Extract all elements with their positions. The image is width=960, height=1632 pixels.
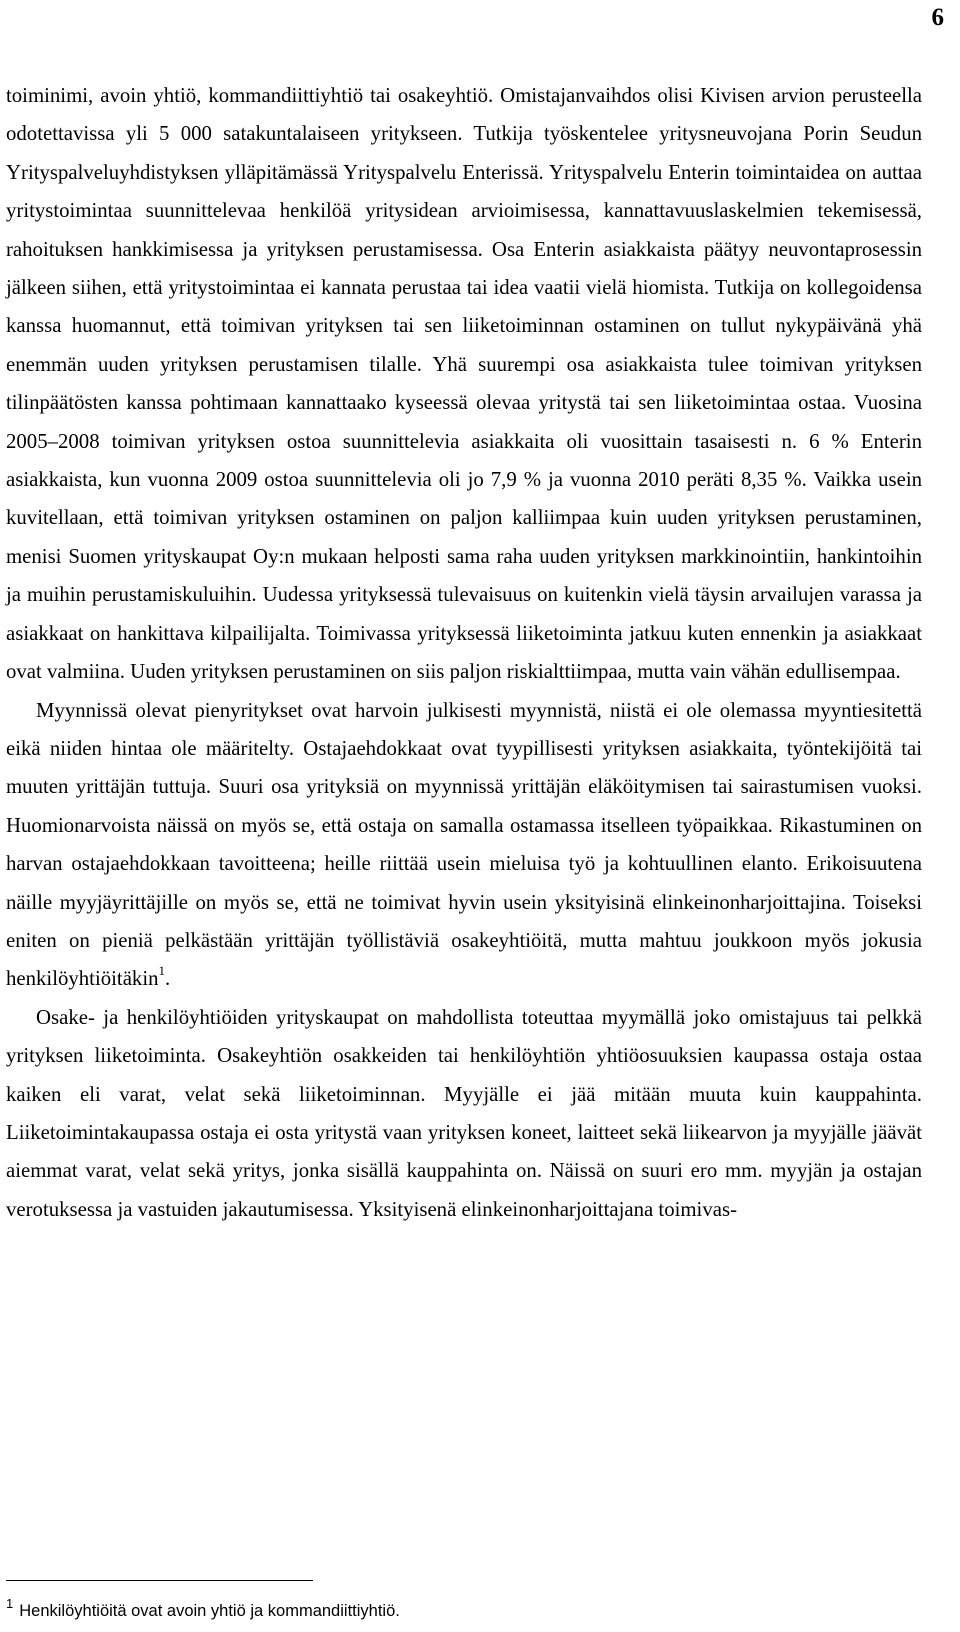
paragraph-3: Osake- ja henkilöyhtiöiden yrityskaupat on mahdollista toteuttaa myymällä joko omistajuus tai pelkkä yrityksen liiketoiminta. Osakeyhtiön osakkeiden tai henkilöyhtiön yhtiöosuuksien kaupassa ostaja ostaa kaiken eli varat, velat sekä liiketoiminnan. Myyjälle ei jää mitään muuta kuin kauppahinta. Liiketoimintakaupassa ostaja ei osta yritystä vaan yrityksen koneet, laitteet sekä liikearvon ja myyjälle jäävät aiemmat varat, velat sekä yritys, jonka sisällä kauppahinta on. Näissä on suuri ero mm. myyjän ja ostajan verotuksessa ja vastuiden jakautumisessa. Yksityisenä elinkeinonharjoittajana toimivas- — [6, 1005, 922, 1221]
paragraph-2 — [6, 692, 922, 999]
body-text — [6, 77, 922, 1229]
footnote — [6, 1595, 922, 1623]
footnote-divider — [6, 1580, 313, 1581]
footnote-text: Henkilöyhtiöitä ovat avoin yhtiö ja kommandiittiyhtiö. — [19, 1602, 400, 1620]
footnote-number: 1 — [6, 1595, 14, 1611]
paragraph-1: toiminimi, avoin yhtiö, kommandiittiyhtiö tai osakeyhtiö. Omistajanvaihdos olisi Kivisen arvion perusteella odotettavissa yli 5 000 satakuntalaiseen yritykseen. Tutkija työskentelee yritysneuvojana Porin Seudun Yrityspalveluyhdistyksen ylläpitämässä Yrityspalvelu Enterissä. Yrityspalvelu Enterin toimintaidea on auttaa yritystoimintaa suunnittelevaa henkilöä yritysidean arvioimisessa, kannattavuuslaskelmien tekemisessä, rahoituksen hankkimisessa ja yrityksen perustamisessa. Osa Enterin asiakkaista päätyy neuvontaprosessin jälkeen siihen, että yritystoimintaa ei kannata perustaa tai idea vaatii vielä hiomista. Tutkija on kollegoidensa kanssa huomannut, että toimivan yrityksen tai sen liiketoiminnan ostaminen on tullut nykypäivänä yhä enemmän uuden yrityksen perustamisen tilalle. Yhä suurempi osa asiakkaista tulee toimivan yrityksen tilinpäätösten kanssa pohtimaan kannattaako kyseessä olevaa yritystä tai sen liiketoimintaa ostaa. Vuosina 2005–2008 toimivan yrityksen ostoa suunnittelevia asiakkaita oli vuosittain tasaisesti n. 6 % Enterin asiakkaista, kun vuonna 2009 ostoa suunnittelevia oli jo 7,9 % ja vuonna 2010 peräti 8,35 %. Vaikka usein kuvitellaan, että toimivan yrityksen ostaminen on paljon kalliimpaa kuin uuden yrityksen perustaminen, menisi Suomen yrityskaupat Oy:n mukaan helposti sama raha uuden yrityksen markkinointiin, hankintoihin ja muihin perustamiskuluihin. Uudessa yrityksessä tulevaisuus on kuitenkin vielä täysin arvailujen varassa ja asiakkaat on hankittava kilpailijalta. Toimivassa yrityksessä liiketoiminta jatkuu kuten ennenkin ja asiakkaat ovat valmiina. Uuden yrityksen perustaminen on siis paljon riskialttiimpaa, mutta vain vähän edullisempaa. — [6, 84, 922, 684]
paragraph-2-end: . — [165, 967, 171, 991]
footnote-reference[interactable]: 1 — [158, 963, 165, 979]
paragraph-2-text: Myynnissä olevat pienyritykset ovat harvoin julkisesti myynnistä, niistä ei ole olemassa myyntiesitettä eikä niiden hintaa ole määritelty. Ostajaehdokkaat ovat tyypillisesti yrityksen asiakkaita, työntekijöitä tai muuten yrittäjän tuttuja. Suuri osa yrityksiä on myynnissä yrittäjän eläköitymisen tai sairastumisen vuoksi. Huomionarvoista näissä on myös se, että ostaja on samalla ostamassa itselleen työpaikkaa. Rikastuminen on harvan ostajaehdokkaan tavoitteena; heille riittää usein mieluisa työ ja kohtuullinen elanto. Erikoisuutena näille myyjäyrittäjille on myös se, että ne toimivat hyvin usein yksityisinä elinkeinonharjoittajina. Toiseksi eniten on pieniä pelkästään yrittäjän työllistäviä osakeyhtiöitä, mutta mahtuu joukkoon myös jokusia henkilöyhtiöitäkin — [6, 698, 922, 991]
page-number: 6 — [931, 4, 944, 31]
